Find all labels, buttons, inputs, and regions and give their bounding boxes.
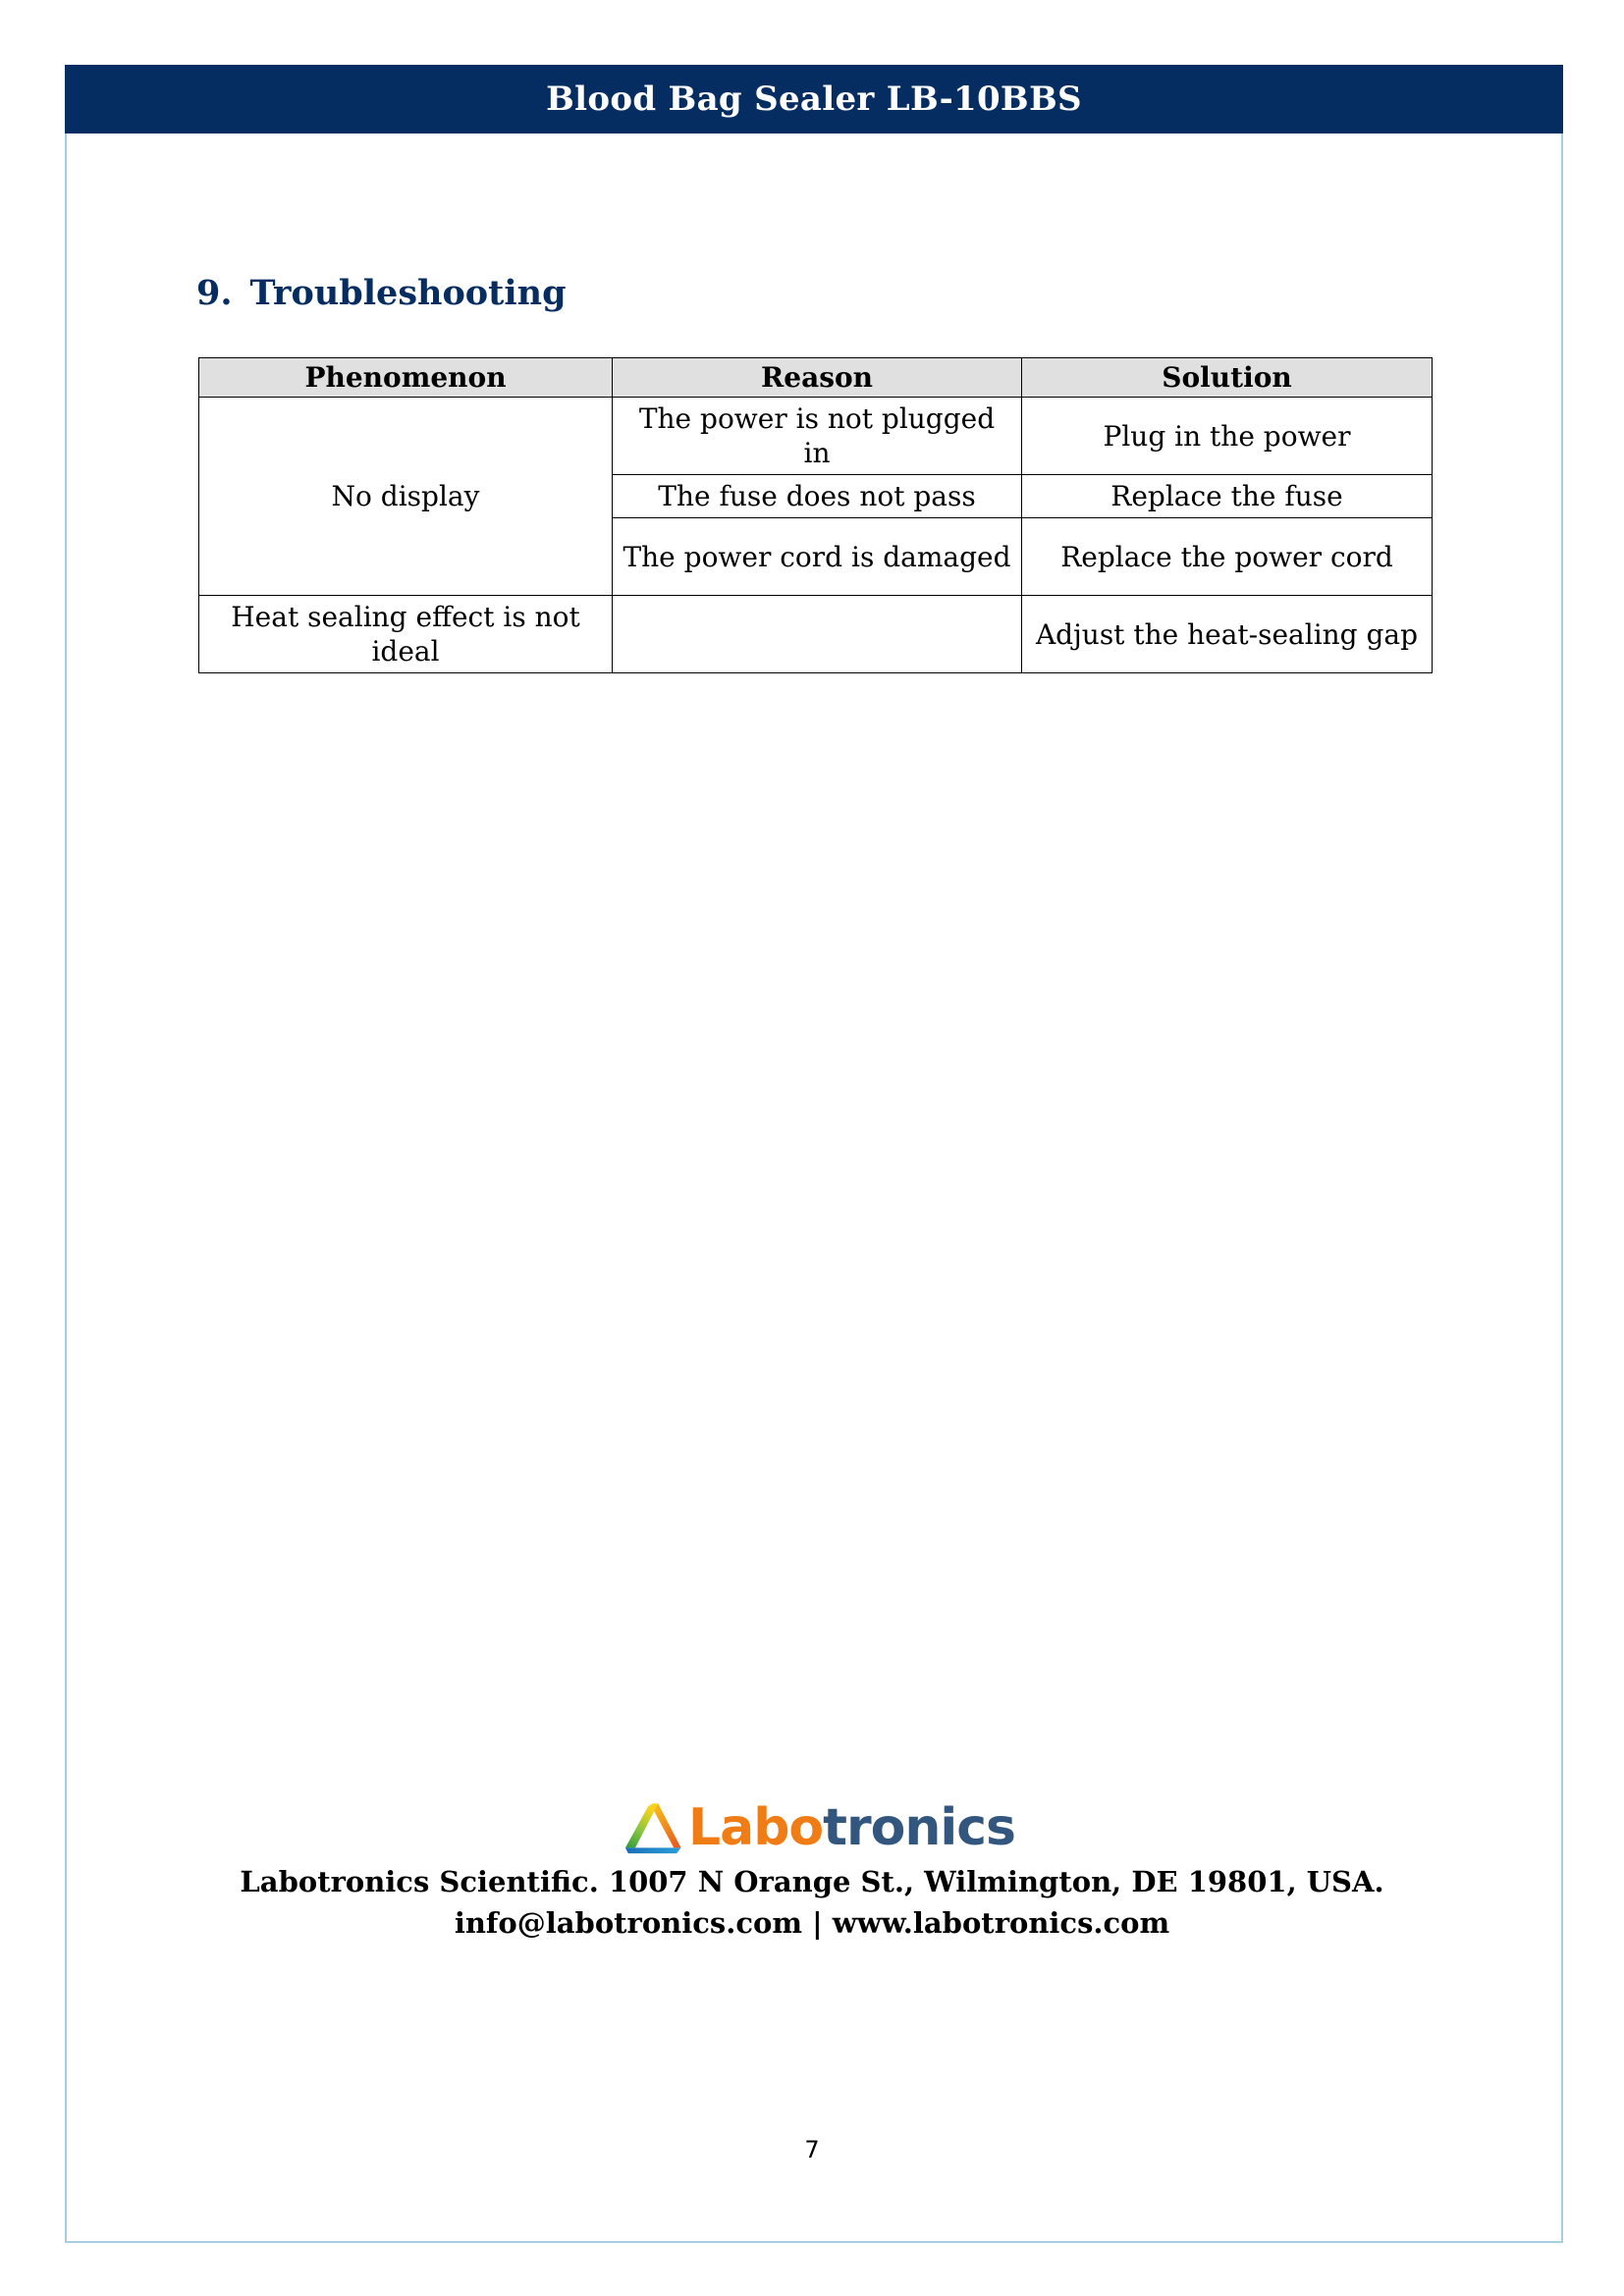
reason-cell: [613, 596, 1022, 673]
solution-cell: Replace the fuse: [1022, 475, 1433, 518]
solution-cell: Plug in the power: [1022, 398, 1433, 475]
solution-cell: Adjust the heat-sealing gap: [1022, 596, 1433, 673]
phenomenon-cell: No display: [199, 398, 613, 596]
section-heading: [196, 273, 567, 313]
table-row: [199, 398, 1433, 475]
header-phenomenon: Phenomenon: [199, 358, 613, 398]
reason-cell: The power is not plugged in: [613, 398, 1022, 475]
header-reason: Reason: [613, 358, 1022, 398]
logo-part-tronics: tronics: [823, 1798, 1015, 1857]
phenomenon-cell: Heat sealing effect is not ideal: [199, 596, 613, 673]
table-row: [199, 596, 1433, 673]
document-title: Blood Bag Sealer LB-10BBS: [546, 80, 1082, 119]
section-number: 9.: [196, 273, 233, 313]
solution-cell: Replace the power cord: [1022, 518, 1433, 596]
footer-contact-line: [0, 1902, 1624, 1944]
footer-email-link[interactable]: info@labotronics.com: [454, 1906, 803, 1940]
reason-cell: The fuse does not pass: [613, 475, 1022, 518]
header-bar: [65, 65, 1563, 133]
footer-website-link[interactable]: www.labotronics.com: [832, 1906, 1170, 1940]
logo-wordmark: [687, 1798, 1015, 1857]
logo-part-labo: Labo: [687, 1798, 824, 1857]
header-solution: Solution: [1022, 358, 1433, 398]
triangle-logo-icon: [623, 1790, 682, 1865]
table-header-row: [199, 358, 1433, 398]
labotronics-logo: [623, 1789, 1015, 1867]
troubleshooting-table: [198, 357, 1433, 673]
page-number: 7: [804, 2136, 820, 2163]
reason-cell: The power cord is damaged: [613, 518, 1022, 596]
footer: [0, 1861, 1624, 1944]
section-title: Troubleshooting: [249, 273, 567, 313]
footer-address-line: Labotronics Scientific. 1007 N Orange St., Wilmington, DE 19801, USA.: [240, 1865, 1384, 1898]
footer-separator: |: [802, 1906, 833, 1940]
